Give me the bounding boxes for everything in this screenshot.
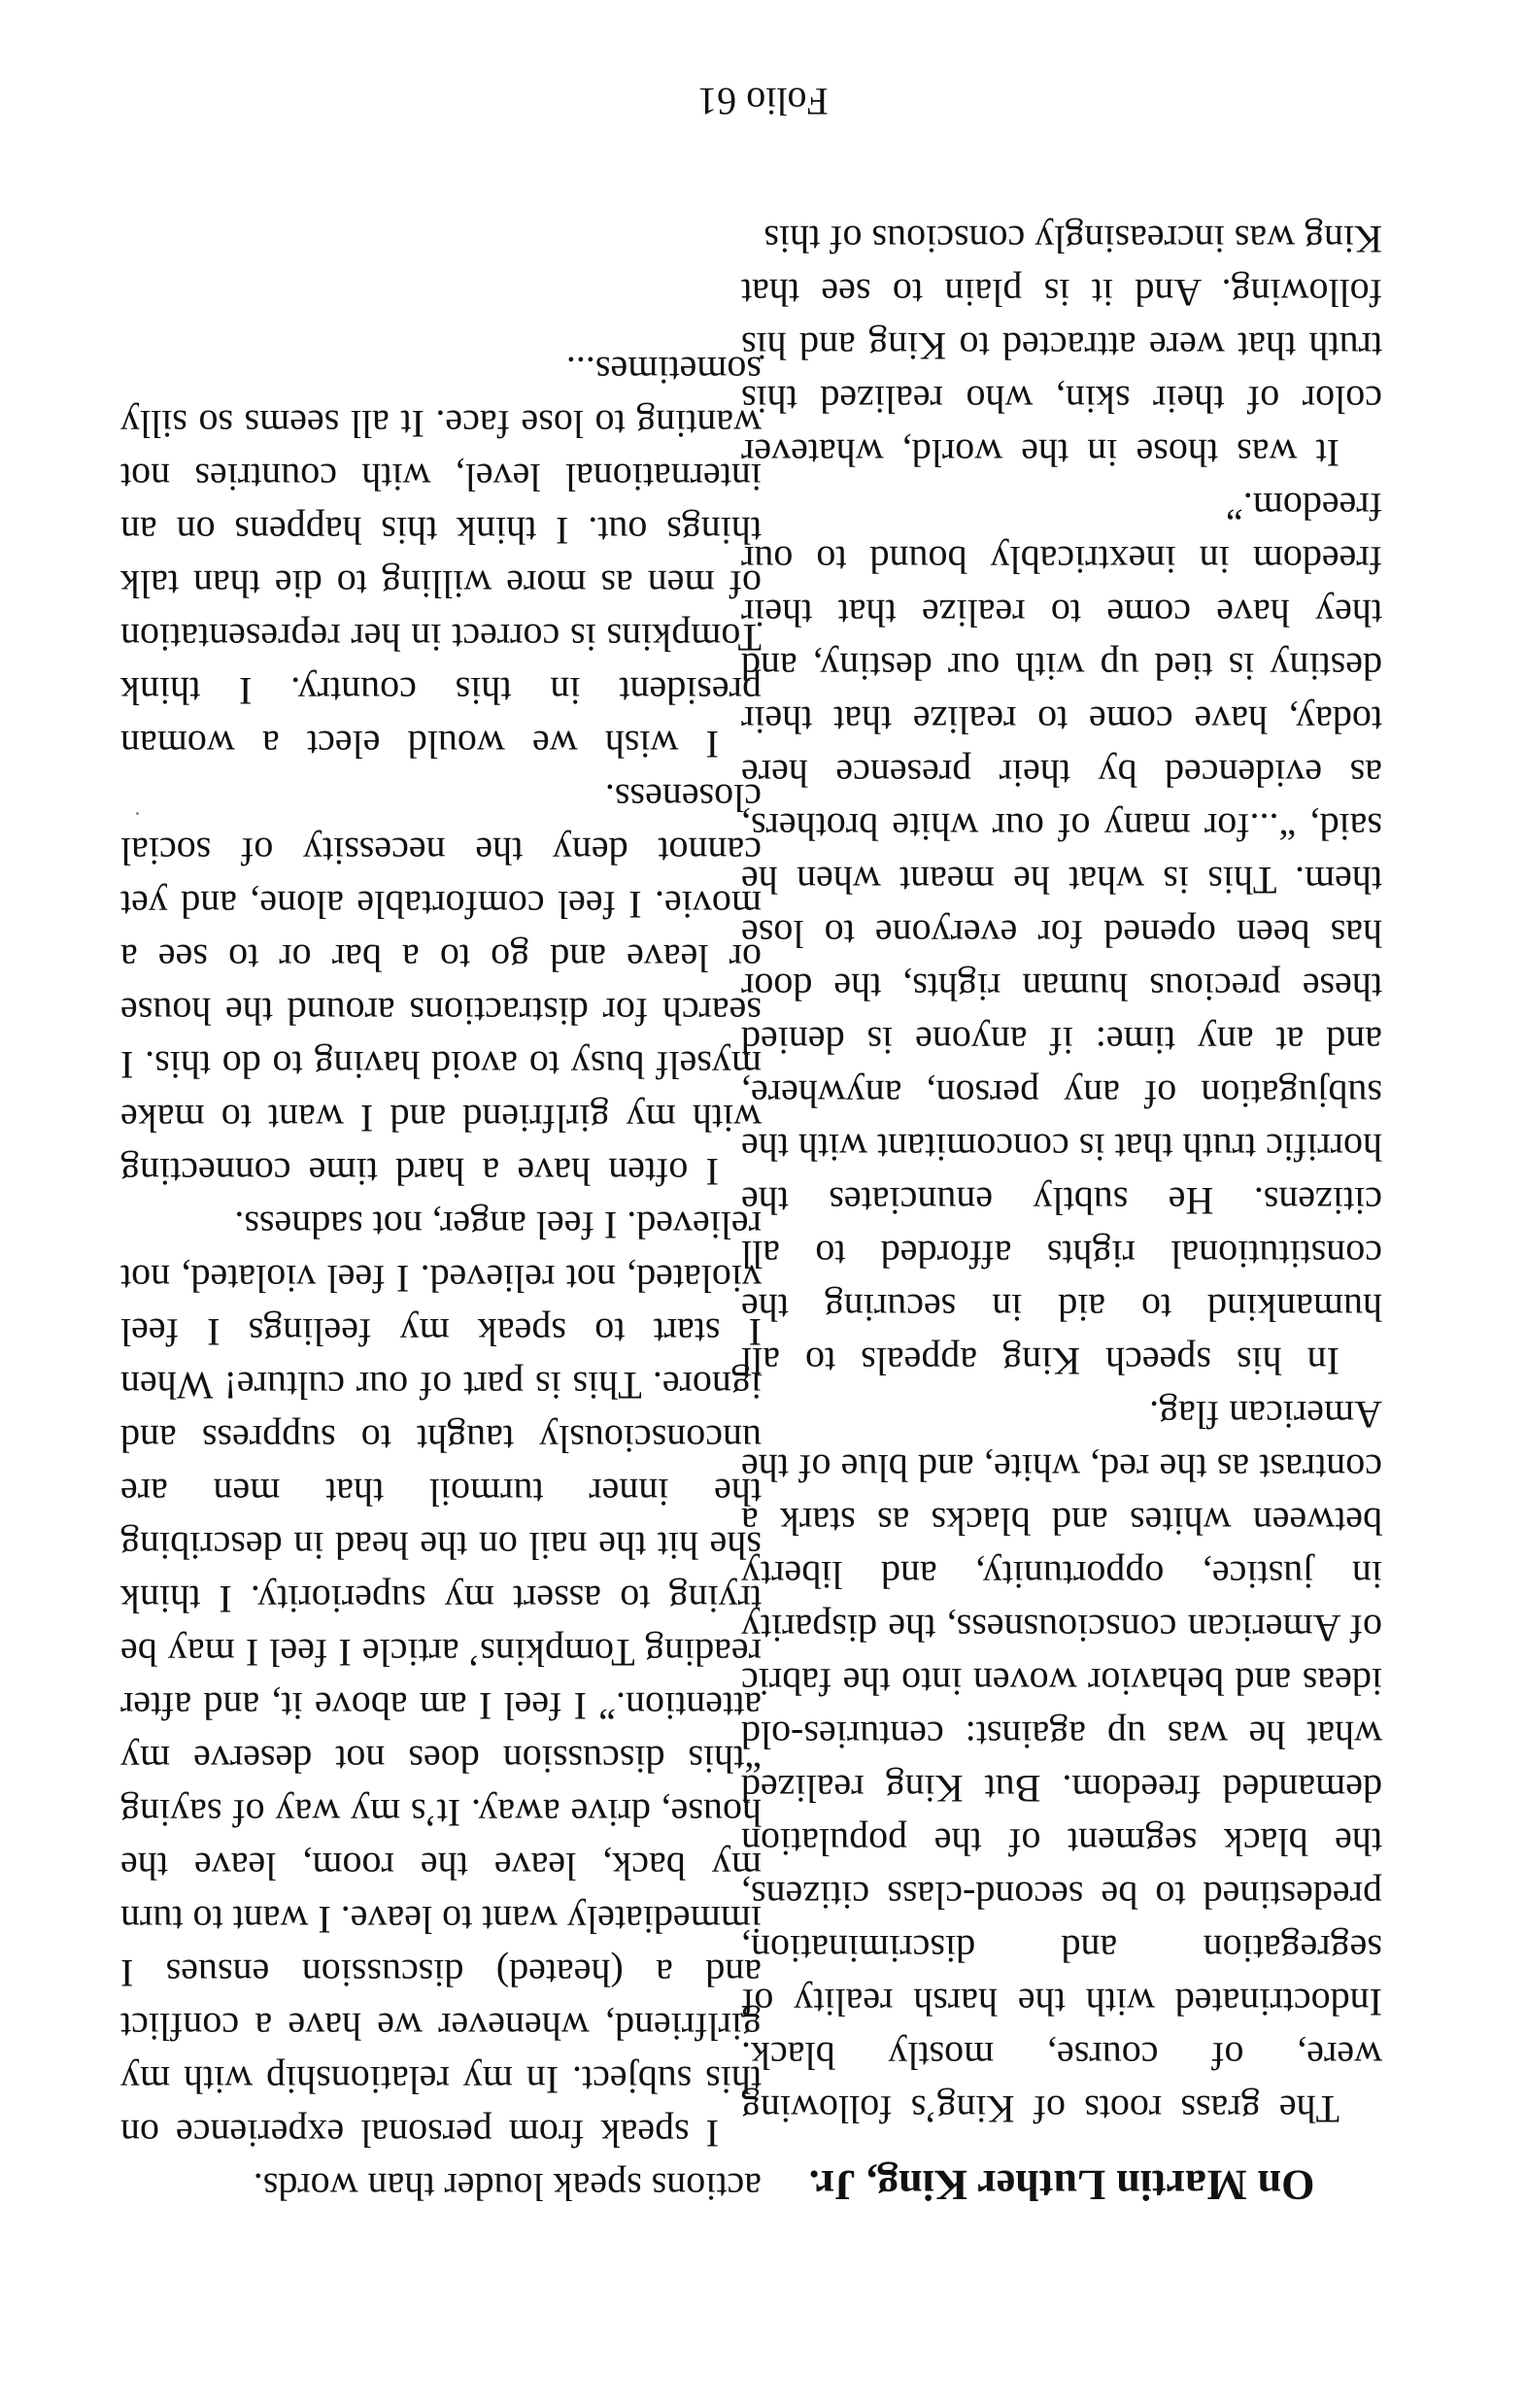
article-column-mlk: [741, 213, 1382, 2214]
scan-speck: [136, 812, 139, 815]
article-paragraph: I speak from personal experience on this subject. In my relationship with my girlfriend, whenever we have a conflict and a (heated) discussion ensues I immediately want to leave. I want to turn my back, leave the room, leave the house, drive away. It’s my way of saying “this discussion does not deserve my attention.” I feel I am above it, and after reading Tompkins’ article I feel I may be trying to assert my superiority. I think she hit the nail on the head in describing the inner turmoil that men are unconsciously taught to suppress and ignore. This is part of our culture! When I start to speak my feelings I feel violated, not relieved. I feel violated, not relieved. I feel anger, not sadness.: [120, 1204, 762, 2155]
article-paragraph: The grass roots of King’s following were, of course, mostly black. Indoctrinated with the harsh reality of segregation and discrimination, predestined to be second-class citizens, the black segment of the population demanded freedom. But King realized what he was up against: centuries-old ideas and behavior woven into the fabric of American consciousness, the disparity in justice, opportunity, and liberty between whites and blacks as stark a contrast as the red, white, and blue of the American flag.: [741, 1393, 1382, 2131]
article-paragraph: I often have a hard time connecting with my girlfriend and I want to make myself busy to avoid having to do this. I search for distractions around the house or leave and go to a bar or to see a movie. I feel comfortable alone, and yet cannot deny the necessity of social closeness.: [120, 776, 762, 1194]
article-column-personal: [120, 344, 762, 2214]
article-paragraph: actions speak louder than words.: [253, 2165, 762, 2209]
article-paragraph: I wish we would elect a woman president in this country. I think Tompkins is correct in her representation of men as more willing to die than talk things out. I think this happens on an international level, with countries not wanting to lose face. It all seems so silly sometimes...: [120, 349, 762, 766]
folio-number: Folio 61: [697, 80, 829, 123]
article-paragraph: It was those in the world, whatever color of their skin, who realized this truth that were attracted to King and his following. And it is plain to see that King was increasingly conscious of this: [741, 218, 1382, 475]
article-heading: On Martin Luther King, Jr.: [808, 2161, 1315, 2209]
article-paragraph: In his speech King appeals to all humankind to aid in securing the constitutional rights afforded to all citizens. He subtly enunciates the horrific truth that is concomitant with the subjugation of any person, anywhere, and at any time: if anyone is denied these precious human rights, the door has been opened for everyone to lose them. This is what he meant when he said, “...for many of our white brothers, as evidenced by their presence here today, have come to realize that their destiny is tied up with our destiny, and they have come to realize that their freedom in inextricably bound to our freedom.”: [741, 485, 1382, 1383]
